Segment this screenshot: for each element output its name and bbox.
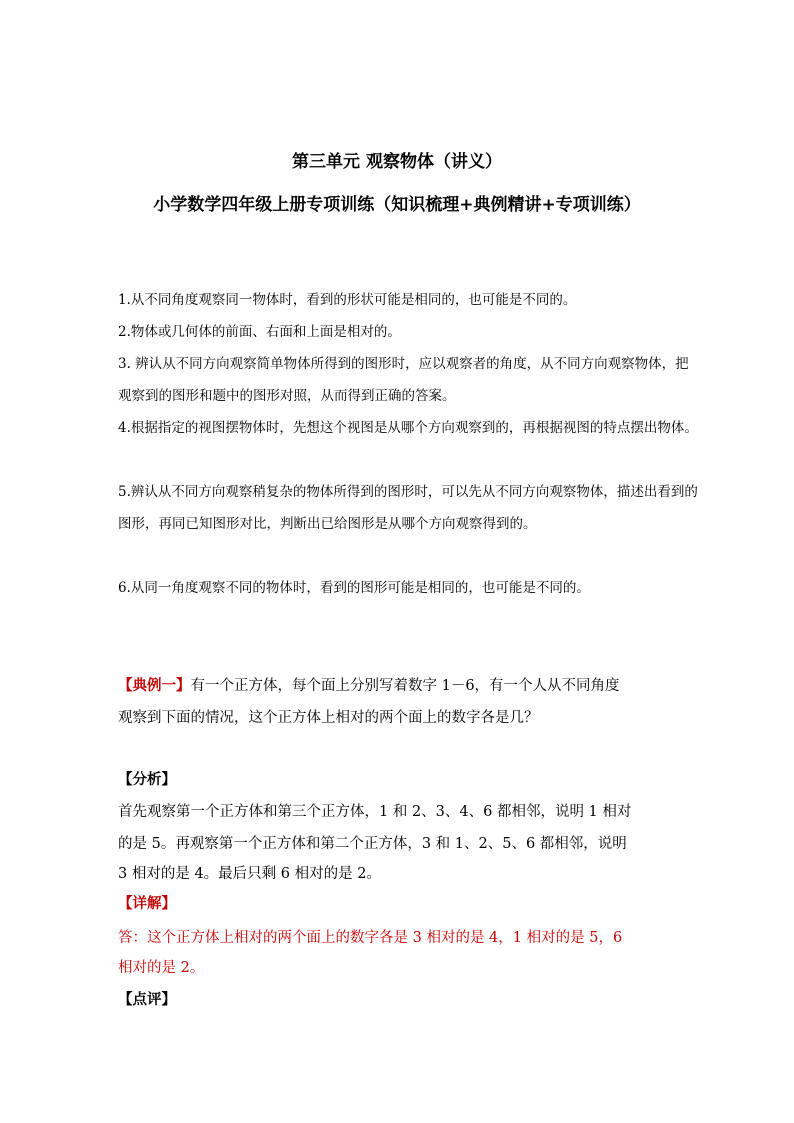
comment-label: 【点评】: [118, 991, 176, 1008]
knowledge-point-5: 5.辨认从不同方向观察稍复杂的物体所得到的图形时，可以先从不同方向观察物体，描述出看到的图形，再同已知图形对比，判断出已给图形是从哪个方向观察得到的。: [118, 484, 698, 532]
answer-line-2: 相对的是 2。: [118, 960, 205, 976]
knowledge-point-6: 6.从同一角度观察不同的物体时，看到的图形可能是相同的，也可能是不同的。: [118, 580, 590, 596]
analysis-line-2: 的是 5。再观察第一个正方体和第二个正方体，3 和 1、2、5、6 都相邻，说明: [118, 836, 627, 852]
example-question-line-2: 观察到下面的情况，这个正方体上相对的两个面上的数字各是几？: [118, 710, 539, 726]
detail-label: 【详解】: [118, 895, 176, 912]
example-question-text-1: 有一个正方体，每个面上分别写着数字 1－6，有一个人从不同角度: [190, 678, 620, 694]
example-question-line-1: [118, 674, 698, 695]
knowledge-point-1: 1.从不同角度观察同一物体时，看到的形状可能是相同的，也可能是不同的。: [118, 292, 577, 308]
analysis-line-1: 首先观察第一个正方体和第三个正方体，1 和 2、3、4、6 都相邻，说明 1 相对: [118, 804, 632, 820]
knowledge-point-2: 2.物体或几何体的前面、右面和上面是相对的。: [118, 324, 401, 340]
knowledge-point-4: 4.根据指定的视图摆物体时，先想这个视图是从哪个方向观察到的，再根据视图的特点摆出物体。: [118, 420, 698, 436]
example-label: 【典例一】: [118, 677, 191, 694]
knowledge-point-3: 3. 辨认从不同方向观察简单物体所得到的图形时，应以观察者的角度，从不同方向观察物体，把观察到的图形和题中的图形对照，从而得到正确的答案。: [118, 356, 689, 404]
page-subtitle: 小学数学四年级上册专项训练（知识梳理+典例精讲+专项训练）: [153, 195, 641, 215]
answer-line-1: 答：这个正方体上相对的两个面上的数字各是 3 相对的是 4，1 相对的是 5，6: [118, 930, 623, 946]
analysis-label: 【分析】: [118, 771, 176, 788]
page-title: 第三单元 观察物体（讲义）: [292, 152, 502, 172]
analysis-line-3: 3 相对的是 4。最后只剩 6 相对的是 2。: [118, 866, 381, 882]
